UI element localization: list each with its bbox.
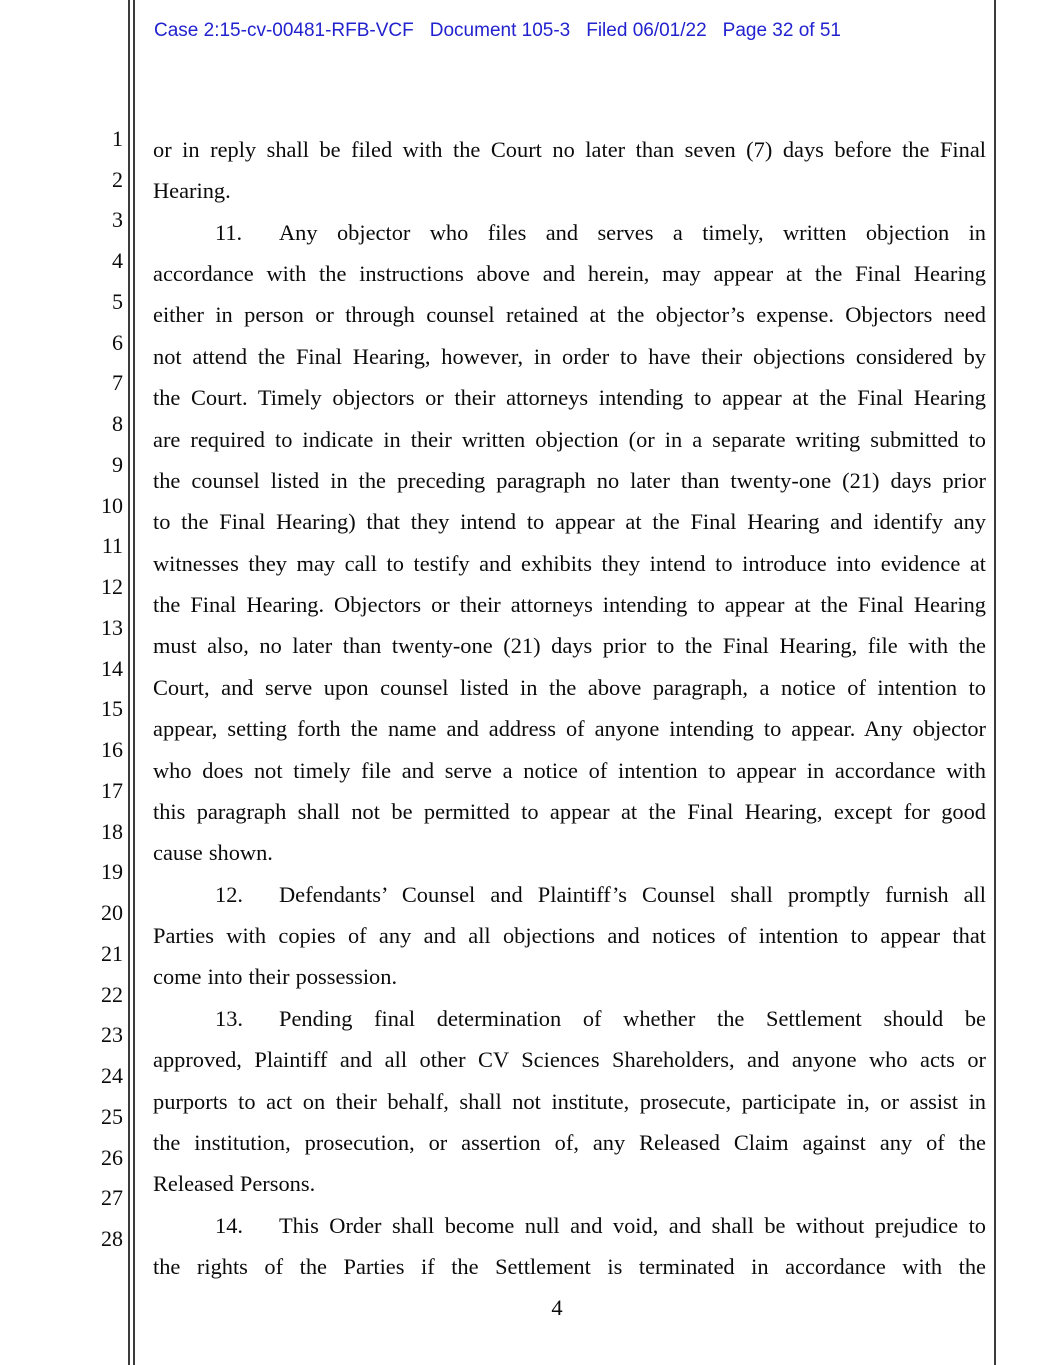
body-line: approved, Plaintiff and all other CV Sciences Shareholders, and anyone who acts or [153,1047,986,1073]
body-line: Court, and serve upon counsel listed in the above paragraph, a notice of intention to [153,674,986,700]
header-case-number: Case 2:15-cv-00481-RFB-VCF [154,20,414,41]
line-number: 27 [101,1185,123,1211]
body-line: witnesses they may call to testify and exhibits they intend to introduce into evidence at [153,550,986,576]
body-line: not attend the Final Hearing, however, in order to have their objections considered by [153,343,986,369]
body-line: the rights of the Parties if the Settlement is terminated in accordance with the [153,1253,986,1279]
line-number: 7 [112,370,123,396]
page-number: 4 [551,1295,563,1320]
body-line: this paragraph shall not be permitted to appear at the Final Hearing, except for good [153,798,986,824]
line-number: 12 [101,574,123,600]
line-number: 24 [101,1063,123,1089]
line-number: 28 [101,1225,123,1251]
right-rule [994,0,996,1365]
body-line: purports to act on their behalf, shall not institute, prosecute, participate in, or assist in [153,1088,986,1114]
line-number: 6 [112,329,123,355]
paragraph-number: 12. [215,881,243,907]
body-line: the counsel listed in the preceding paragraph no later than twenty-one (21) days prior [153,467,986,493]
body-line: Released Persons. [153,1171,316,1197]
body-line: 11. Any objector who files and serves a timely, written objection in [215,219,986,245]
line-number: 13 [101,614,123,640]
body-line: 13. Pending final determination of whether the Settlement should be [215,1005,986,1031]
body-line: cause shown. [153,840,273,866]
body-line: Parties with copies of any and all objections and notices of intention to appear that [153,923,986,949]
paragraph-number: 14. [215,1212,243,1238]
paragraph-number: 13. [215,1005,243,1031]
line-number: 23 [101,1022,123,1048]
body-line: must also, no later than twenty-one (21) days prior to the Final Hearing, file with the [153,633,986,659]
line-number: 11 [101,533,123,559]
line-number: 4 [112,248,123,274]
body-line: 14. This Order shall become null and void, and shall be without prejudice to [215,1212,986,1238]
line-number: 22 [101,981,123,1007]
body-line: come into their possession. [153,964,398,990]
case-stamp-header [154,20,841,42]
line-number: 19 [101,859,123,885]
line-number: 20 [101,900,123,926]
line-number: 8 [112,411,123,437]
left-double-rule [128,0,135,1365]
header-document-number: Document 105-3 [429,20,571,41]
body-line: appear, setting forth the name and address of anyone intending to appear. Any objector [153,716,986,742]
header-page-of: Page 32 of 51 [722,20,841,41]
body-line: accordance with the instructions above and herein, may appear at the Final Hearing [153,261,986,287]
line-number: 18 [101,818,123,844]
line-number: 5 [112,288,123,314]
body-line: are required to indicate in their written objection (or in a separate writing submitted to [153,426,986,452]
line-number: 21 [101,940,123,966]
body-line: the institution, prosecution, or assertion of, any Released Claim against any of the [153,1129,986,1155]
line-number: 2 [112,166,123,192]
header-filed-date: Filed 06/01/22 [586,20,707,41]
line-number: 9 [112,451,123,477]
line-number: 10 [101,492,123,518]
line-number: 16 [101,737,123,763]
line-number: 17 [101,777,123,803]
line-number: 26 [101,1144,123,1170]
body-line: or in reply shall be filed with the Court no later than seven (7) days before the Final [153,137,986,162]
line-number: 25 [101,1103,123,1129]
body-line: the Court. Timely objectors or their attorneys intending to appear at the Final Hearing [153,385,986,411]
body-line: to the Final Hearing) that they intend to appear at the Final Hearing and identify any [153,509,986,535]
line-number: 3 [112,207,123,233]
line-number: 15 [101,696,123,722]
body-line: 12. Defendants’ Counsel and Plaintiff’s Counsel shall promptly furnish all [215,881,986,907]
body-line: either in person or through counsel retained at the objector’s expense. Objectors need [153,302,986,328]
body-line: Hearing. [153,178,231,204]
line-number: 1 [112,126,123,151]
line-number: 14 [101,655,123,681]
paragraph-number: 11. [215,219,243,245]
body-line: who does not timely file and serve a notice of intention to appear in accordance with [153,757,986,783]
body-line: the Final Hearing. Objectors or their attorneys intending to appear at the Final Hearing [153,592,986,618]
